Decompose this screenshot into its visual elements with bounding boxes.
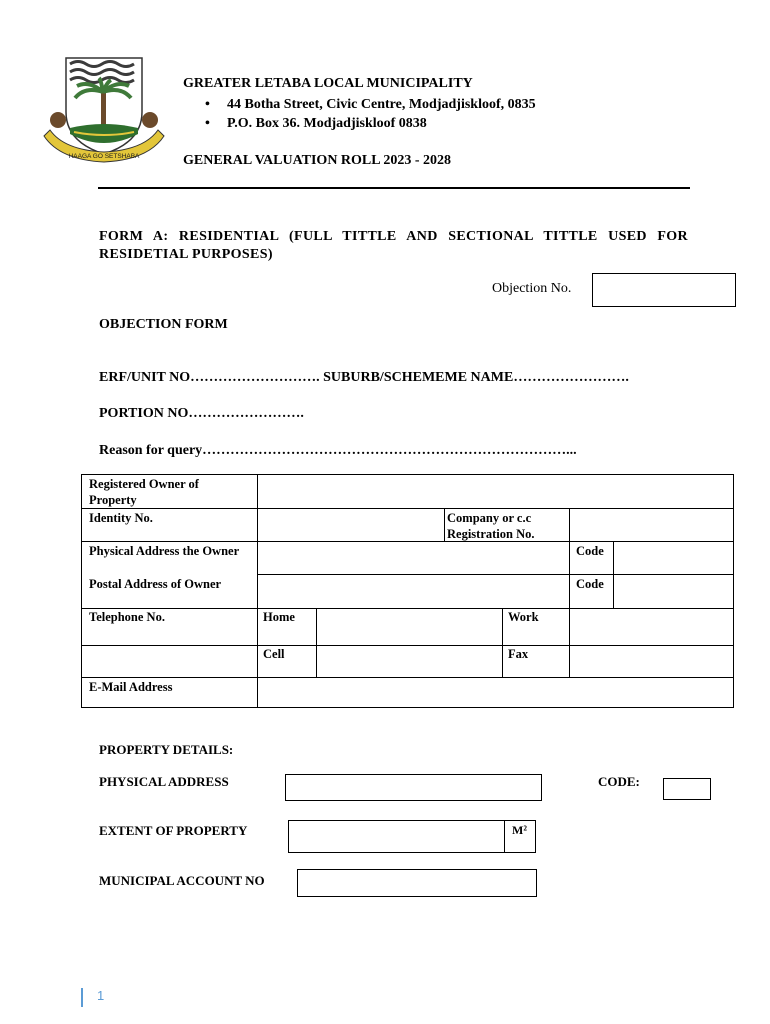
fax-field[interactable] xyxy=(570,646,733,677)
address-street: • 44 Botha Street, Civic Centre, Modjadjiskloof, 0835 xyxy=(205,95,536,114)
crest-motto: HAAGA GO SETSHABA xyxy=(68,153,140,160)
telephone-label: Telephone No. xyxy=(89,610,165,624)
form-title: FORM A: RESIDENTIAL (FULL TITTLE AND SECTIONAL TITTLE USED FOR RESIDETIAL PURPOSES) xyxy=(99,229,688,262)
header-divider xyxy=(98,187,690,189)
property-details-heading: PROPERTY DETAILS: xyxy=(99,742,234,757)
code-field[interactable] xyxy=(663,778,711,800)
fax-label: Fax xyxy=(508,647,529,661)
page-number-marker xyxy=(81,988,83,1007)
work-phone-field[interactable] xyxy=(570,609,733,645)
home-phone-field[interactable] xyxy=(317,609,502,645)
registered-owner-label: Registered Owner of Property xyxy=(89,477,199,507)
portion-no-line[interactable]: PORTION NO……………………. xyxy=(99,406,304,421)
company-reg-field[interactable] xyxy=(570,509,733,541)
identity-no-label: Identity No. xyxy=(89,511,153,525)
home-label: Home xyxy=(263,610,295,624)
physical-address-field[interactable] xyxy=(285,774,542,801)
municipality-name: GREATER LETABA LOCAL MUNICIPALITY xyxy=(183,76,473,91)
square-metre-unit-cell xyxy=(504,820,536,853)
postal-code-label: Code xyxy=(576,577,604,591)
valuation-roll-title: GENERAL VALUATION ROLL 2023 - 2028 xyxy=(183,153,451,168)
physical-code-field[interactable] xyxy=(614,542,733,574)
objection-form-heading: OBJECTION FORM xyxy=(99,317,228,332)
postal-address-owner-label: Postal Address of Owner xyxy=(89,577,222,591)
square-metre-unit: M² xyxy=(512,823,527,837)
work-label: Work xyxy=(508,610,539,624)
reason-for-query-line[interactable]: Reason for query……………………………………………………………………... xyxy=(99,443,577,458)
identity-no-field[interactable] xyxy=(258,509,444,541)
cell-label: Cell xyxy=(263,647,285,661)
physical-address-label: PHYSICAL ADDRESS xyxy=(99,774,229,789)
postal-code-field[interactable] xyxy=(614,575,733,608)
owner-address-field[interactable] xyxy=(258,542,569,608)
extent-of-property-label: EXTENT OF PROPERTY xyxy=(99,823,248,838)
company-reg-label: Company or c.c Registration No. xyxy=(447,511,535,541)
extent-of-property-field[interactable] xyxy=(288,820,505,853)
objection-no-label: Objection No. xyxy=(492,281,572,296)
cell-phone-field[interactable] xyxy=(317,646,502,677)
owner-details-table xyxy=(81,474,734,708)
municipality-address-list xyxy=(205,95,536,133)
municipal-account-no-label: MUNICIPAL ACCOUNT NO xyxy=(99,873,265,888)
email-field[interactable] xyxy=(258,678,733,707)
municipality-crest-logo xyxy=(40,50,168,165)
physical-code-label: Code xyxy=(576,544,604,558)
objection-no-field[interactable] xyxy=(592,273,736,307)
address-po-box: • P.O. Box 36. Modjadjiskloof 0838 xyxy=(205,114,536,133)
email-label: E-Mail Address xyxy=(89,680,173,694)
erf-suburb-line[interactable]: ERF/UNIT NO………………………. SUBURB/SCHEMEME NAME……………………. xyxy=(99,370,629,385)
registered-owner-field[interactable] xyxy=(258,475,733,508)
page-number: 1 xyxy=(97,988,105,1003)
code-label: CODE: xyxy=(598,774,640,789)
physical-address-owner-label: Physical Address the Owner xyxy=(89,544,240,558)
municipal-account-no-field[interactable] xyxy=(297,869,537,897)
